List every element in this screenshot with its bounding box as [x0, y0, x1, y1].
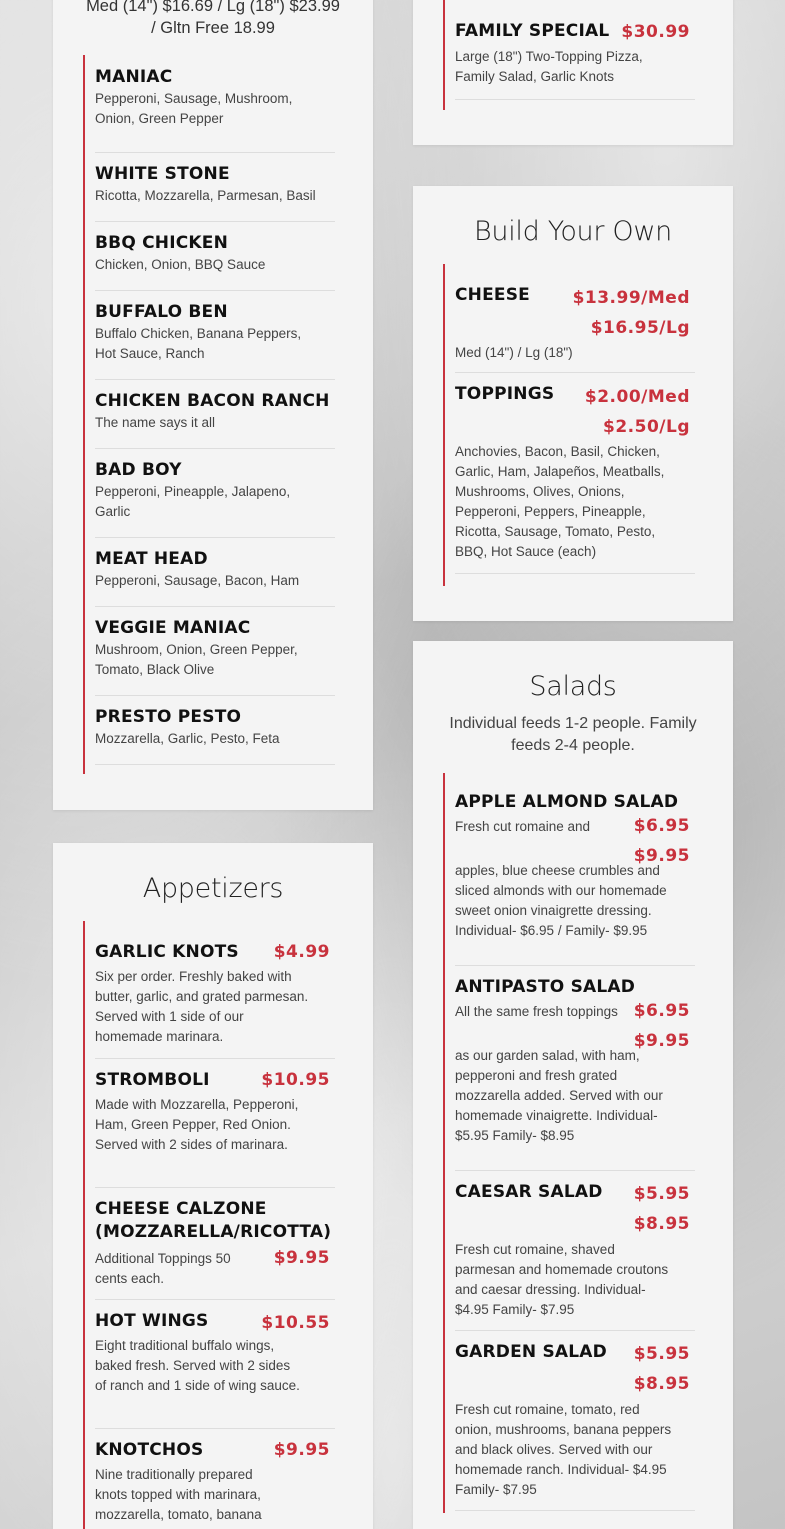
menu-item-toppings — [455, 373, 695, 574]
section-title: Appetizers — [142, 873, 284, 904]
menu-item-veggie-maniac — [95, 607, 335, 696]
menu-item-garden-salad — [455, 1331, 695, 1511]
menu-item-white-stone — [95, 153, 335, 222]
item-name: MEAT HEAD — [95, 549, 208, 569]
item-name: BUFFALO BEN — [95, 302, 228, 322]
build-your-own-list — [443, 264, 703, 586]
menu-item-buffalo-ben — [95, 291, 335, 380]
item-description: Large (18") Two-Topping Pizza, Family Salad, Garlic Knots — [455, 49, 643, 84]
menu-item-cheese-calzone — [95, 1188, 335, 1300]
item-description: Pepperoni, Sausage, Bacon, Ham — [95, 573, 300, 588]
item-description: Ricotta, Mozzarella, Parmesan, Basil — [95, 188, 316, 203]
item-name: BAD BOY — [95, 460, 182, 480]
appetizers-list — [83, 921, 343, 1529]
price-large: $2.50/Lg — [603, 417, 690, 437]
price-large: $16.95/Lg — [590, 318, 690, 338]
item-description: Fresh cut romaine, shaved parmesan and homemade croutons and caesar dressing. Individual- $4.95 Family- $7.95 — [455, 1242, 669, 1317]
item-name: CAESAR SALAD — [455, 1182, 603, 1202]
specialty-size-pricing: Med (14") $16.69 / Lg (18") $23.99 / Gltn Free 18.99 — [86, 0, 340, 37]
item-name: CHICKEN BACON RANCH — [95, 391, 330, 411]
item-name: CHEESE — [455, 285, 530, 305]
item-description: Mozzarella, Garlic, Pesto, Feta — [95, 731, 280, 746]
item-price: $30.99 — [621, 22, 690, 42]
item-description: Made with Mozzarella, Pepperoni, Ham, Green Pepper, Red Onion. Served with 2 sides of marinara. — [95, 1097, 299, 1152]
item-description: Nine traditionally prepared knots topped with marinara, mozzarella, tomato, banana — [95, 1467, 262, 1522]
item-price — [585, 382, 690, 442]
item-name: BBQ CHICKEN — [95, 233, 229, 253]
price-individual: $5.95 — [633, 1184, 690, 1204]
section-title: Build Your Own — [474, 216, 672, 247]
item-description: Eight traditional buffalo wings, baked fresh. Served with 2 sides of ranch and 1 side of wing sauce. — [95, 1338, 300, 1393]
item-name: KNOTCHOS — [95, 1440, 204, 1460]
menu-item-knotchos — [95, 1429, 335, 1529]
price-family: $9.95 — [633, 846, 690, 866]
item-name: VEGGIE MANIAC — [95, 618, 251, 638]
item-description: apples, blue cheese crumbles and sliced almonds with our homemade sweet onion vinaigrette dressing. Individual- $6.95 / Family- $9.95 — [455, 863, 667, 938]
menu-item-hot-wings — [95, 1300, 335, 1429]
price-individual: $6.95 — [633, 816, 690, 836]
item-description-lead: Fresh cut romaine and — [455, 819, 591, 834]
item-price — [634, 811, 690, 871]
item-name: APPLE ALMOND SALAD — [455, 792, 679, 812]
item-name: MANIAC — [95, 67, 173, 87]
menu-item-chicken-bacon-ranch — [95, 380, 335, 449]
specialty-pizza-card — [53, 0, 373, 810]
price-family: $9.95 — [633, 1031, 690, 1051]
item-description: Mushroom, Onion, Green Pepper, Tomato, Black Olive — [95, 642, 298, 677]
item-price — [634, 1179, 690, 1239]
item-description-lead: All the same fresh toppings — [455, 1004, 618, 1019]
price-medium: $13.99/Med — [572, 288, 690, 308]
menu-item-caesar-salad — [455, 1171, 695, 1331]
item-description: Med (14") / Lg (18") — [455, 345, 573, 360]
menu-item-garlic-knots — [95, 941, 335, 1059]
price-individual: $5.95 — [633, 1344, 690, 1364]
item-name: GARDEN SALAD — [455, 1342, 607, 1362]
item-price: $10.55 — [261, 1313, 330, 1333]
section-title: Salads — [529, 671, 617, 702]
item-description: Additional Toppings 50 cents each. — [95, 1251, 231, 1286]
specialty-pizza-list — [83, 55, 343, 774]
item-name: FAMILY SPECIAL — [455, 21, 610, 41]
item-price: $9.95 — [273, 1440, 330, 1460]
item-description: Pepperoni, Sausage, Mushroom, Onion, Green Pepper — [95, 91, 293, 126]
item-name: CHEESE CALZONE (MOZZARELLA/RICOTTA) — [95, 1199, 332, 1242]
item-description: Anchovies, Bacon, Basil, Chicken, Garlic, Ham, Jalapeños, Meatballs, Mushrooms, Olives, Onions, Pepperoni, Peppers, Pineapple, Ricotta, Sausage, Tomato, Pesto, BBQ, Hot Sauce (each) — [455, 444, 665, 559]
item-name: WHITE STONE — [95, 164, 230, 184]
item-name: HOT WINGS — [95, 1311, 209, 1331]
menu-item-maniac — [95, 65, 335, 153]
family-special-card — [413, 0, 733, 145]
item-price — [573, 283, 690, 343]
menu-item-bad-boy — [95, 449, 335, 538]
item-description: Pepperoni, Pineapple, Jalapeno, Garlic — [95, 484, 291, 519]
price-medium: $2.00/Med — [584, 387, 690, 407]
menu-item-presto-pesto — [95, 696, 335, 765]
menu-item-cheese — [455, 284, 695, 373]
item-name: GARLIC KNOTS — [95, 942, 239, 962]
item-description: Chicken, Onion, BBQ Sauce — [95, 257, 266, 272]
item-name: ANTIPASTO SALAD — [455, 977, 636, 997]
item-description: The name says it all — [95, 415, 216, 430]
item-name: STROMBOLI — [95, 1070, 210, 1090]
menu-item-antipasto-salad — [455, 966, 695, 1171]
salads-card — [413, 641, 733, 1529]
family-special-list — [443, 0, 703, 110]
item-price — [634, 996, 690, 1056]
item-price — [634, 1339, 690, 1399]
item-description: Fresh cut romaine, tomato, red onion, mushrooms, banana peppers and black olives. Served with our homemade ranch. Individual- $4.95 Family- $7.95 — [455, 1402, 672, 1497]
item-price: $9.95 — [273, 1248, 330, 1268]
item-description: as our garden salad, with ham, pepperoni and fresh grated mozzarella added. Served with our homemade vinaigrette. Individual- $5.95 Family- $8.95 — [455, 1048, 663, 1143]
section-note: Individual feeds 1-2 people. Family feeds 2-4 people. — [449, 715, 697, 754]
price-individual: $6.95 — [633, 1001, 690, 1021]
item-description: Buffalo Chicken, Banana Peppers, Hot Sauce, Ranch — [95, 326, 302, 361]
salads-list — [443, 773, 703, 1513]
menu-item-bbq-chicken — [95, 222, 335, 291]
item-name: PRESTO PESTO — [95, 707, 242, 727]
price-family: $8.95 — [633, 1214, 690, 1234]
price-family: $8.95 — [633, 1374, 690, 1394]
menu-item-family-special — [455, 20, 695, 100]
item-price: $10.95 — [261, 1070, 330, 1090]
menu-item-stromboli — [95, 1059, 335, 1188]
item-price: $4.99 — [273, 942, 330, 962]
menu-item-meat-head — [95, 538, 335, 607]
build-your-own-card — [413, 186, 733, 621]
item-name: TOPPINGS — [455, 384, 555, 404]
appetizers-card — [53, 843, 373, 1529]
menu-item-apple-almond-salad — [455, 791, 695, 966]
item-description: Six per order. Freshly baked with butter, garlic, and grated parmesan. Served with 1 side of our homemade marinara. — [95, 969, 309, 1044]
